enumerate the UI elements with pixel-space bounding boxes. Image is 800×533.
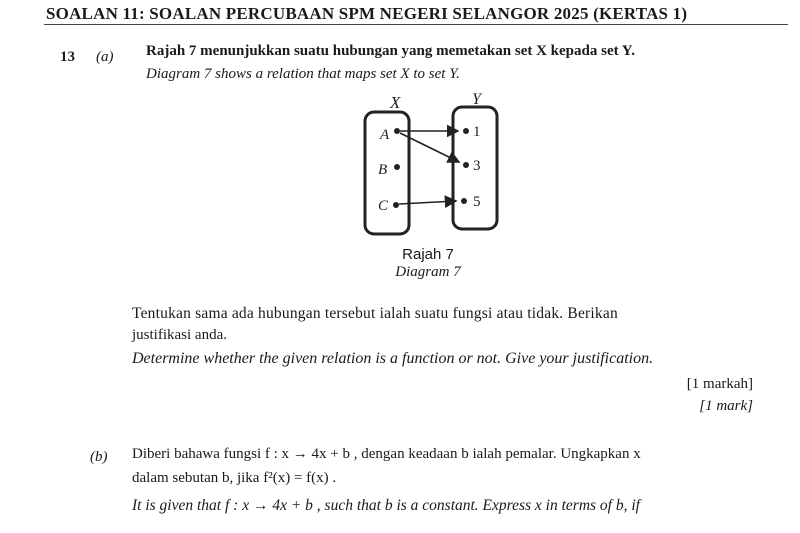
part-a-intro-malay: Rajah 7 menunjukkan suatu hubungan yang memetakan set X kepada set Y. bbox=[146, 43, 636, 59]
x-element-a: A bbox=[380, 127, 390, 143]
marks-malay: [1 markah] bbox=[686, 376, 753, 392]
diagram-caption-malay: Rajah 7 bbox=[402, 246, 454, 263]
x-point-b bbox=[394, 164, 400, 170]
x-point-c bbox=[393, 202, 399, 208]
x-point-a bbox=[394, 128, 400, 134]
set-y-label: Y bbox=[472, 91, 481, 108]
y-element-3: 3 bbox=[473, 158, 481, 174]
marks-english: [1 mark] bbox=[699, 398, 753, 414]
part-b-label: (b) bbox=[90, 449, 108, 465]
part-b-text-malay-line1: Diberi bahawa fungsi f : x → 4x + b , dengan keadaan b ialah pemalar. Ungkapkan x bbox=[132, 446, 641, 462]
y-point-3 bbox=[463, 162, 469, 168]
part-a-task-malay-line1: Tentukan sama ada hubungan tersebut ialah suatu fungsi atau tidak. Berikan bbox=[132, 305, 618, 322]
set-x-label: X bbox=[390, 93, 401, 112]
y-point-5 bbox=[461, 198, 467, 204]
x-element-b: B bbox=[378, 162, 388, 178]
part-b-text-english: It is given that f : x → 4x + b , such that b is a constant. Express x in terms of b, if bbox=[132, 497, 640, 514]
part-b-text-malay-line2: dalam sebutan b, jika f²(x) = f(x) . bbox=[132, 470, 337, 486]
part-a-label: (a) bbox=[96, 49, 114, 65]
diagram-caption-english: Diagram 7 bbox=[395, 264, 461, 280]
part-a-intro-english: Diagram 7 shows a relation that maps set X to set Y. bbox=[146, 66, 460, 82]
x-element-c: C bbox=[378, 198, 389, 214]
part-a-task-malay-line2: justifikasi anda. bbox=[132, 327, 227, 343]
y-element-5: 5 bbox=[473, 194, 481, 210]
y-element-1: 1 bbox=[473, 124, 481, 140]
part-a-task-english: Determine whether the given relation is a function or not. Give your justification. bbox=[132, 350, 654, 367]
page-header-title: SOALAN 11: SOALAN PERCUBAAN SPM NEGERI SELANGOR 2025 (KERTAS 1) bbox=[46, 4, 688, 23]
question-number: 13 bbox=[60, 49, 75, 65]
y-point-1 bbox=[463, 128, 469, 134]
